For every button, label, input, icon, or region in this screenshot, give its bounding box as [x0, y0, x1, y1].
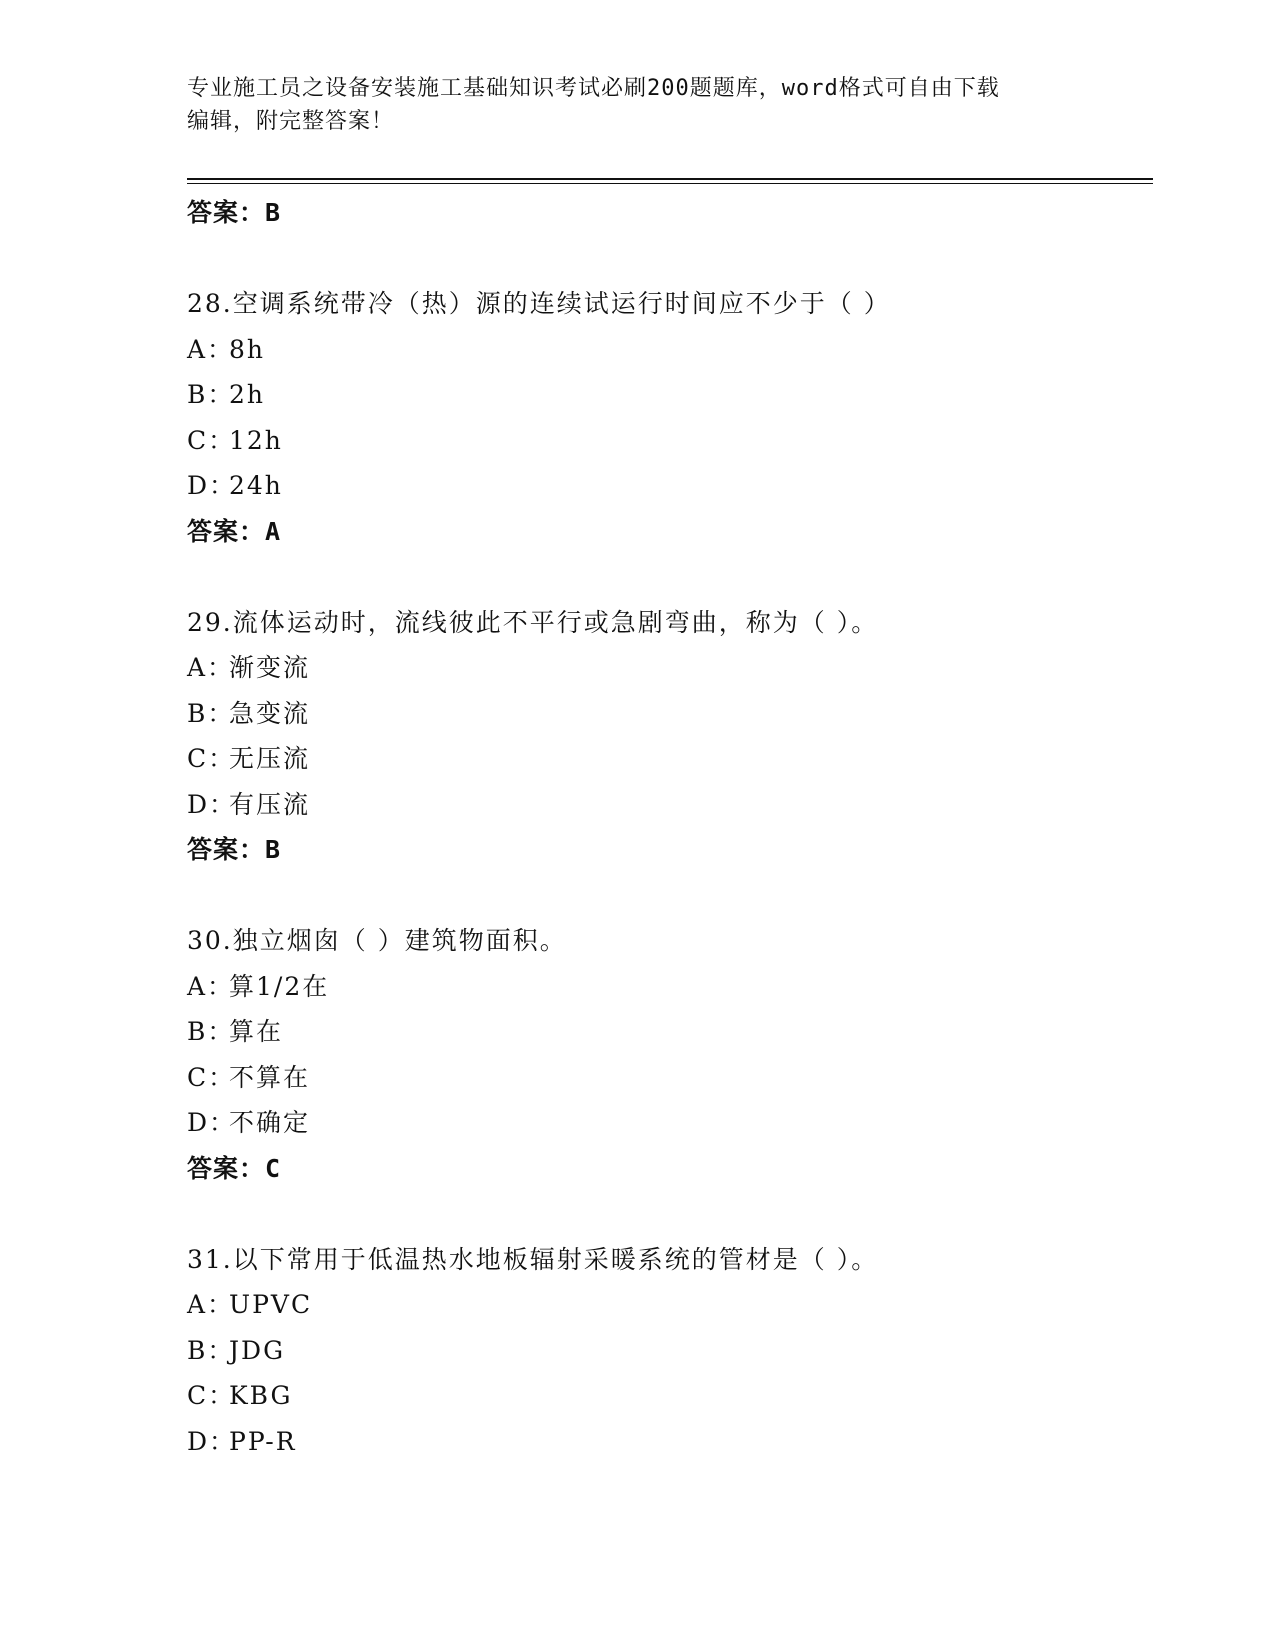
- header-line-2: 编辑，附完整答案！: [187, 109, 395, 134]
- option-letter: D：: [187, 1426, 237, 1456]
- option-letter: C：: [187, 425, 236, 455]
- option-text: UPVC: [229, 1290, 313, 1319]
- question-28-option-d: [187, 463, 1153, 509]
- option-text: 不确定: [229, 1108, 311, 1137]
- option-letter: A：: [187, 971, 235, 1001]
- question-29-option-a: [187, 645, 1153, 691]
- option-letter: D：: [187, 1108, 237, 1137]
- question-31-option-b: [187, 1328, 1153, 1374]
- question-31-text: 31.以下常用于低温热水地板辐射采暖系统的管材是（ ）。: [187, 1244, 879, 1274]
- spacer: [187, 873, 1153, 919]
- question-28-option-b: [187, 372, 1153, 418]
- question-29: [187, 600, 1153, 873]
- option-text: KBG: [229, 1381, 293, 1410]
- question-29-option-d: [187, 782, 1153, 828]
- option-text: JDG: [229, 1335, 286, 1365]
- option-text: 2h: [229, 380, 266, 409]
- question-30-option-b: [187, 1009, 1153, 1055]
- option-letter: B：: [187, 380, 235, 409]
- option-letter: D：: [187, 471, 237, 500]
- spacer: [187, 1191, 1153, 1237]
- question-29-answer: 答案：B: [187, 835, 282, 864]
- question-30-text: 30.独立烟囱（ ）建筑物面积。: [187, 926, 567, 955]
- option-text: 不算在: [229, 1062, 311, 1092]
- option-letter: C：: [187, 744, 236, 773]
- question-31: [187, 1237, 1153, 1465]
- option-letter: A：: [187, 653, 235, 682]
- option-text: 24h: [229, 471, 283, 500]
- option-letter: D：: [187, 789, 237, 819]
- question-31-option-c: [187, 1373, 1153, 1419]
- option-text: 算1/2在: [229, 971, 330, 1001]
- header-divider-thick: [187, 178, 1153, 180]
- option-text: 无压流: [229, 744, 311, 773]
- header-line-1: 专业施工员之设备安装施工基础知识考试必刷200题题库，word格式可自由下载: [187, 76, 1000, 101]
- option-letter: A：: [187, 1290, 235, 1319]
- option-text: 有压流: [229, 789, 311, 819]
- option-letter: C：: [187, 1381, 236, 1410]
- option-letter: B：: [187, 698, 235, 728]
- option-letter: C：: [187, 1062, 236, 1092]
- option-text: 渐变流: [229, 653, 311, 682]
- question-28: [187, 281, 1153, 554]
- document-header: [187, 72, 1067, 138]
- question-31-option-d: [187, 1419, 1153, 1465]
- option-text: 8h: [229, 334, 266, 364]
- question-list: [187, 190, 1153, 1464]
- option-letter: B：: [187, 1335, 235, 1365]
- question-30-option-c: [187, 1055, 1153, 1101]
- question-30-option-a: [187, 964, 1153, 1010]
- spacer: [187, 554, 1153, 600]
- question-30-option-d: [187, 1100, 1153, 1146]
- option-letter: B：: [187, 1017, 235, 1046]
- question-29-option-c: [187, 736, 1153, 782]
- question-29-option-b: [187, 691, 1153, 737]
- spacer: [187, 236, 1153, 282]
- question-28-answer: 答案：A: [187, 516, 282, 546]
- header-divider-thin: [187, 183, 1153, 184]
- option-letter: A：: [187, 334, 235, 364]
- question-28-text: 28.空调系统带冷（热）源的连续试运行时间应不少于（ ）: [187, 289, 891, 318]
- question-30: [187, 918, 1153, 1191]
- question-28-option-c: [187, 418, 1153, 464]
- option-text: 急变流: [229, 698, 311, 728]
- question-29-text: 29.流体运动时，流线彼此不平行或急剧弯曲，称为（ ）。: [187, 607, 879, 637]
- option-text: PP-R: [229, 1426, 297, 1456]
- question-30-answer: 答案：C: [187, 1153, 282, 1183]
- question-31-option-a: [187, 1282, 1153, 1328]
- answer-prev: 答案：B: [187, 198, 282, 227]
- option-text: 12h: [229, 425, 283, 455]
- question-28-option-a: [187, 327, 1153, 373]
- option-text: 算在: [229, 1017, 284, 1046]
